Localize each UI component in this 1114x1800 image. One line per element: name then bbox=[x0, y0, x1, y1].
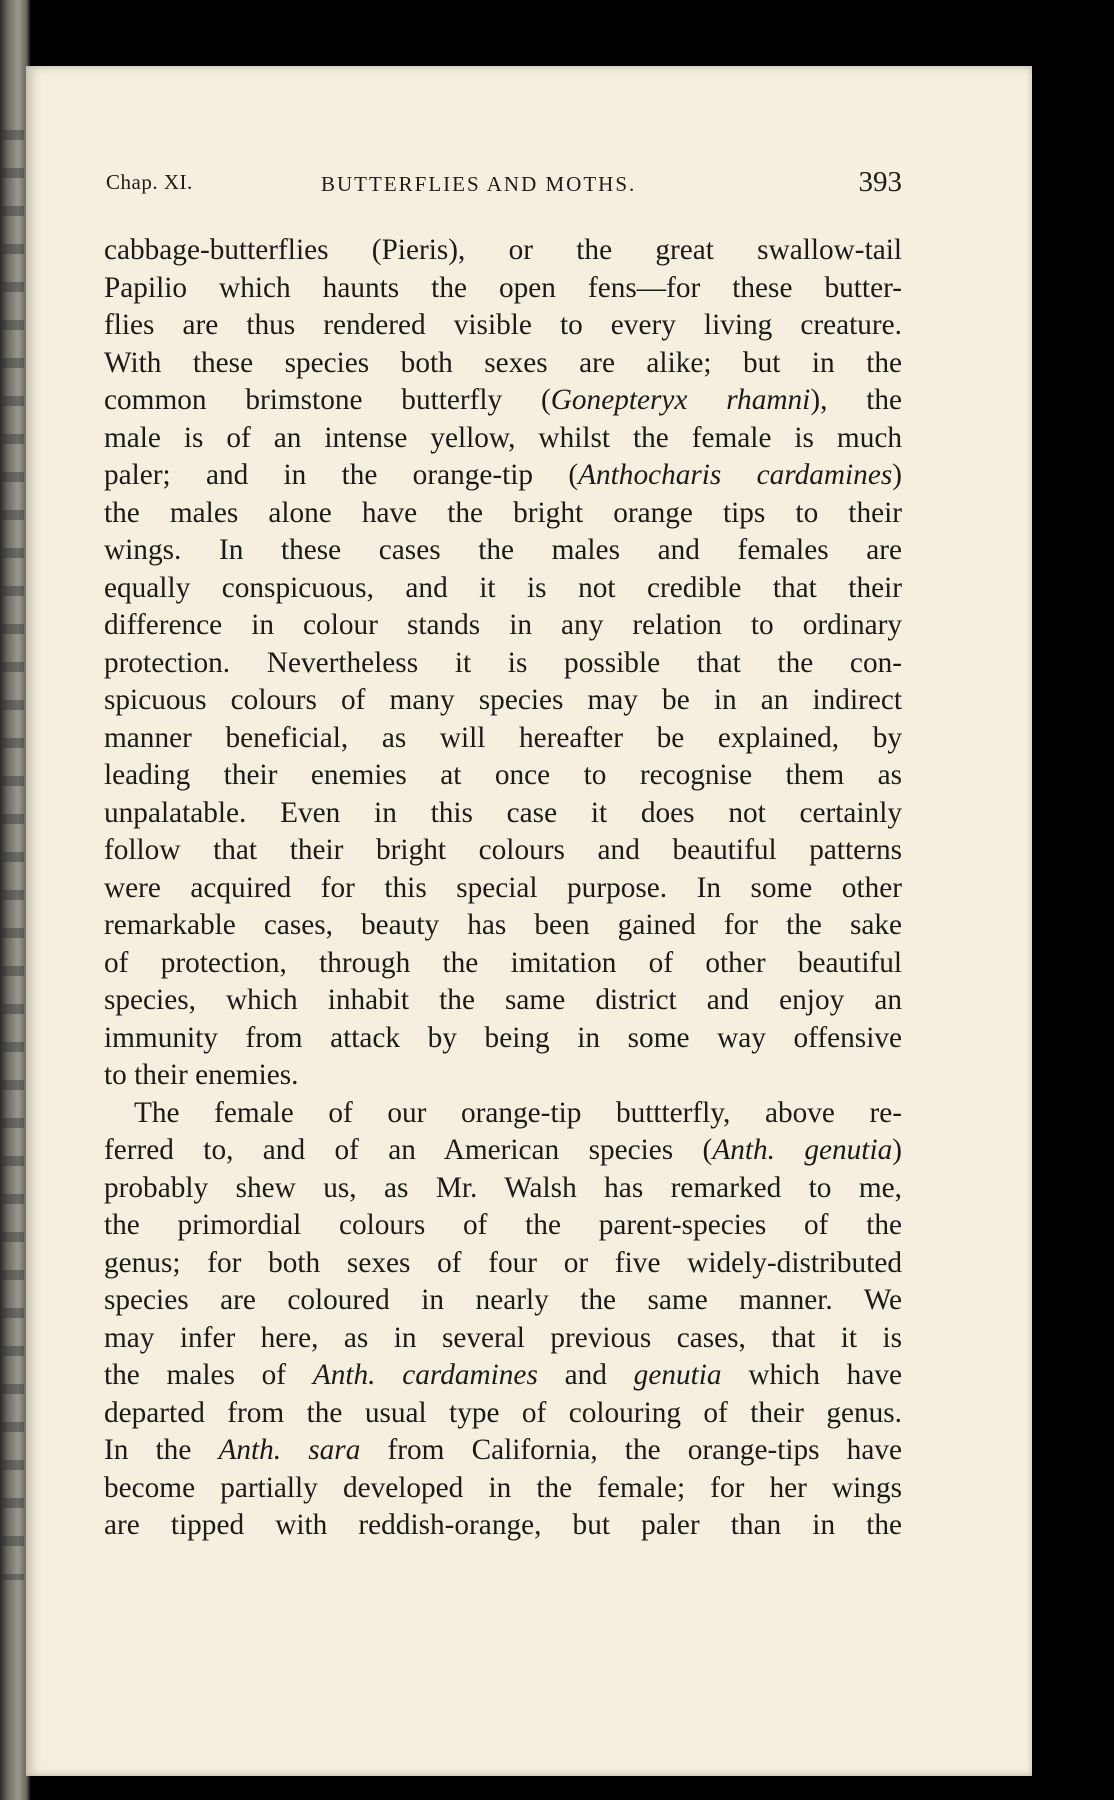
text-segment: the males alone have the bright orange tips to their bbox=[104, 496, 902, 529]
text-line bbox=[104, 795, 902, 833]
paragraph-1 bbox=[104, 232, 902, 1095]
text-line bbox=[104, 1095, 902, 1133]
text-line bbox=[104, 720, 902, 758]
text-line bbox=[104, 1470, 902, 1508]
text-segment: are tipped with reddish-orange, but paler than in the bbox=[104, 1509, 902, 1541]
text-line bbox=[104, 832, 902, 870]
text-segment: which have bbox=[721, 1359, 902, 1391]
text-line bbox=[104, 495, 902, 533]
facing-page-text-fragments bbox=[2, 130, 24, 1580]
text-segment: The female of our orange-tip buttterfly, above re- bbox=[134, 1096, 902, 1129]
text-line bbox=[104, 457, 902, 495]
paragraph-2 bbox=[104, 1095, 902, 1545]
text-line bbox=[104, 1170, 902, 1208]
text-segment: species, which inhabit the same district and enjoy an bbox=[104, 984, 902, 1016]
text-segment: unpalatable. Even in this case it does not certainly bbox=[104, 796, 902, 829]
text-segment: remarkable cases, beauty has been gained for the sake bbox=[104, 909, 902, 941]
text-line bbox=[104, 1357, 902, 1395]
text-segment: to their enemies. bbox=[104, 1059, 299, 1091]
text-segment: Papilio which haunts the open fens—for these butter- bbox=[104, 271, 902, 304]
text-line bbox=[104, 307, 902, 345]
text-segment: departed from the usual type of colouring of their genus. bbox=[104, 1396, 902, 1429]
text-segment: follow that their bright colours and beautiful patterns bbox=[104, 834, 902, 866]
running-title: BUTTERFLIES AND MOTHS. bbox=[321, 172, 637, 196]
text-line bbox=[104, 532, 902, 570]
running-header bbox=[106, 166, 902, 206]
text-segment: ) bbox=[892, 1134, 902, 1166]
text-segment: immunity from attack by being in some way offensive bbox=[104, 1021, 902, 1054]
text-line bbox=[104, 1020, 902, 1058]
text-line bbox=[104, 1207, 902, 1245]
text-segment: flies are thus rendered visible to every living creature. bbox=[104, 309, 902, 341]
text-line bbox=[104, 420, 902, 458]
text-line bbox=[104, 682, 902, 720]
text-segment: were acquired for this special purpose. In some other bbox=[104, 871, 902, 904]
text-line bbox=[104, 1320, 902, 1358]
book-page bbox=[26, 66, 1032, 1776]
text-line bbox=[104, 1057, 902, 1095]
text-line bbox=[104, 982, 902, 1020]
text-segment: male is of an intense yellow, whilst the female is much bbox=[104, 421, 902, 454]
text-line bbox=[104, 1507, 902, 1545]
text-line bbox=[104, 645, 902, 683]
text-line bbox=[104, 382, 902, 420]
text-line bbox=[104, 570, 902, 608]
text-segment: With these species both sexes are alike; but in the bbox=[104, 346, 902, 379]
text-line bbox=[104, 1245, 902, 1283]
body-text bbox=[104, 232, 902, 1545]
text-segment: of protection, through the imitation of other beautiful bbox=[104, 946, 902, 979]
text-segment: probably shew us, as Mr. Walsh has remarked to me, bbox=[104, 1171, 902, 1204]
text-segment: wings. In these cases the males and females are bbox=[104, 534, 902, 566]
text-segment: may infer here, as in several previous cases, that it is bbox=[104, 1321, 902, 1354]
text-segment: manner beneficial, as will hereafter be explained, by bbox=[104, 721, 902, 754]
text-line bbox=[104, 607, 902, 645]
text-line bbox=[104, 757, 902, 795]
text-line bbox=[104, 907, 902, 945]
text-segment: species are coloured in nearly the same manner. We bbox=[104, 1284, 902, 1316]
text-line bbox=[104, 270, 902, 308]
text-line bbox=[104, 1132, 902, 1170]
italic-species-name: Anth. genutia bbox=[712, 1134, 893, 1166]
text-line bbox=[104, 870, 902, 908]
text-segment: spicuous colours of many species may be in an indirect bbox=[104, 684, 902, 716]
text-segment: the males of bbox=[104, 1359, 313, 1391]
text-segment: become partially developed in the female; for her wings bbox=[104, 1471, 902, 1504]
text-line bbox=[104, 945, 902, 983]
text-segment: equally conspicuous, and it is not credible that their bbox=[104, 571, 902, 604]
text-line bbox=[104, 232, 902, 270]
text-segment: the primordial colours of the parent-species of the bbox=[104, 1209, 902, 1241]
text-segment: and bbox=[537, 1359, 634, 1391]
text-segment: leading their enemies at once to recognise them as bbox=[104, 759, 902, 791]
text-segment: ), the bbox=[810, 384, 902, 416]
text-segment: difference in colour stands in any relation to ordinary bbox=[104, 609, 902, 641]
text-line bbox=[104, 1432, 902, 1470]
text-segment: ) bbox=[892, 459, 902, 491]
text-line bbox=[104, 345, 902, 383]
italic-species-name: Anthocharis cardamines bbox=[578, 459, 893, 491]
text-segment: In the bbox=[104, 1434, 219, 1466]
text-line bbox=[104, 1395, 902, 1433]
page-number: 393 bbox=[858, 166, 902, 198]
chapter-label: Chap. XI. bbox=[106, 170, 193, 194]
text-segment: from California, the orange-tips have bbox=[360, 1434, 902, 1466]
text-segment: ferred to, and of an American species ( bbox=[104, 1134, 713, 1166]
text-segment: common brimstone butterfly ( bbox=[104, 384, 551, 416]
italic-species-name: genutia bbox=[633, 1359, 722, 1391]
text-segment: genus; for both sexes of four or five widely-distributed bbox=[104, 1246, 902, 1279]
text-segment: protection. Nevertheless it is possible that the con- bbox=[104, 646, 902, 679]
italic-species-name: Anth. sara bbox=[218, 1434, 361, 1466]
text-segment: cabbage-butterflies (Pieris), or the great swallow-tail bbox=[104, 234, 902, 266]
text-line bbox=[104, 1282, 902, 1320]
text-segment: paler; and in the orange-tip ( bbox=[104, 459, 579, 491]
italic-species-name: Gonepteryx rhamni bbox=[550, 384, 811, 416]
italic-species-name: Anth. cardamines bbox=[312, 1359, 538, 1391]
